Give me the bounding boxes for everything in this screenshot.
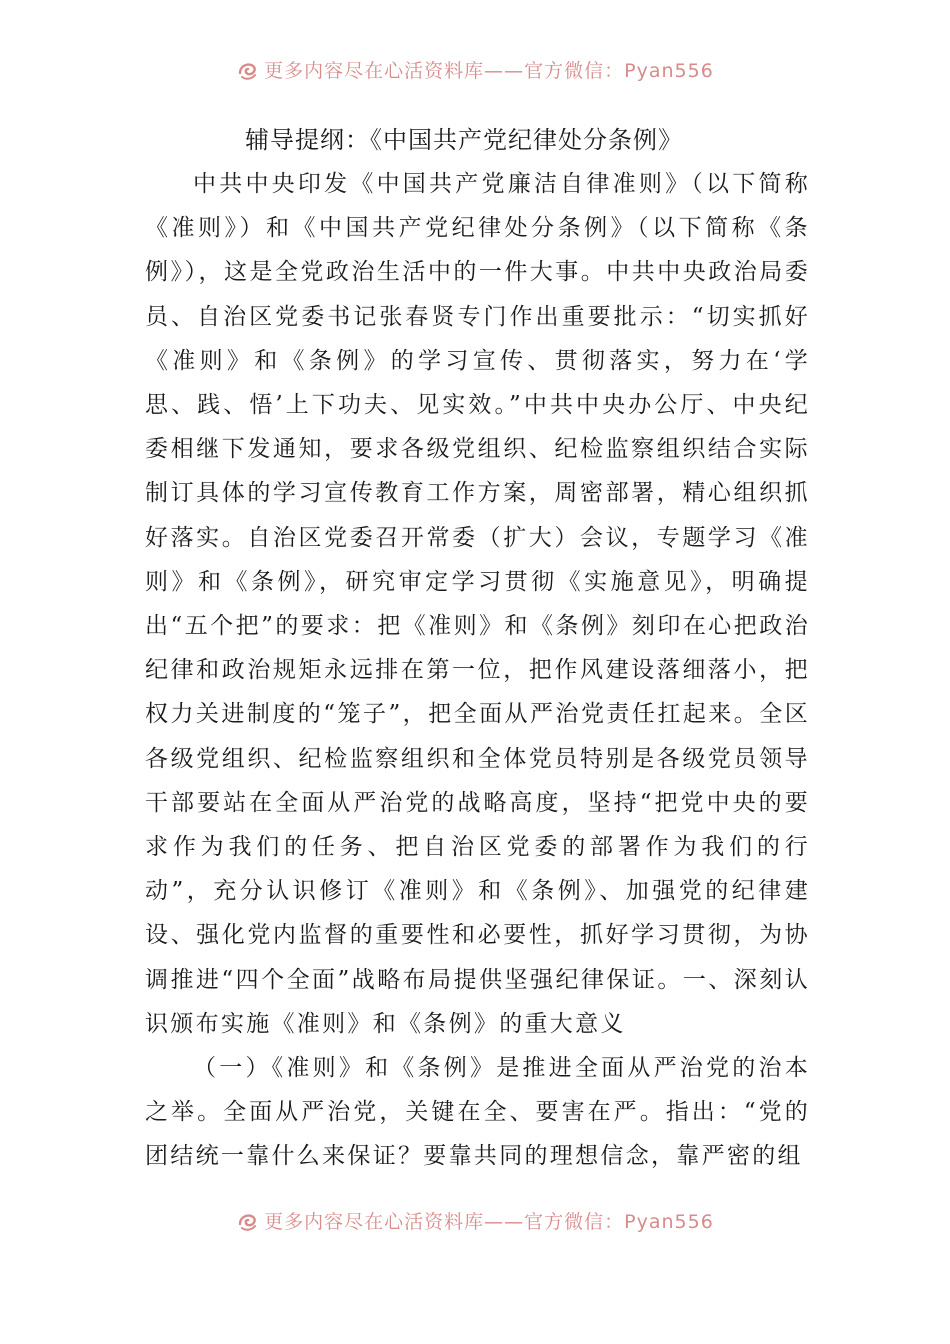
paragraph-intro: 中共中央印发《中国共产党廉洁自律准则》（以下简称《准则》）和《中国共产党纪律处分条例》（以下简称《条例》），这是全党政治生活中的一件大事。中共中央政治局委员、自治区党委书记张春贤专门作出重要批示：“切实抓好《准则》和《条例》的学习宣传、贯彻落实，努力在‘学思、践、悟’上下功夫、见实效。”中共中央办公厅、中央纪委相继下发通知，要求各级党组织、纪检监察组织结合实际制订具体的学习宣传教育工作方案，周密部署，精心组织抓好落实。自治区党委召开常委（扩大）会议，专题学习《准则》和《条例》，研究审定学习贯彻《实施意见》，明确提出“五个把”的要求：把《准则》和《条例》刻印在心把政治纪律和政治规矩永远排在第一位，把作风建设落细落小，把权力关进制度的“笼子”，把全面从严治党责任扛起来。全区各级党组织、纪检监察组织和全体党员特别是各级党员领导干部要站在全面从严治党的战略高度，坚持“把党中央的要求作为我们的任务、把自治区党委的部署作为我们的行动”，充分认识修订《准则》和《条例》、加强党的纪律建设、强化党内监督的重要性和必要性，抓好学习贯彻，为协调推进“四个全面”战略布局提供坚强纪律保证。一、深刻认识颁布实施《准则》和《条例》的重大意义 — [145, 171, 810, 1037]
watermark-text: 更多内容尽在心活资料库——官方微信：Pyan556 — [264, 60, 714, 82]
logo-swirl-icon — [236, 1210, 258, 1232]
document-body — [145, 118, 810, 1179]
logo-swirl-icon — [236, 59, 258, 81]
watermark-top — [0, 56, 950, 83]
document-title: 辅导提纲：《中国共产党纪律处分条例》 — [245, 126, 683, 154]
watermark-bottom — [0, 1207, 950, 1234]
paragraph-section-1-1: （一）《准则》和《条例》是推进全面从严治党的治本之举。全面从严治党，关键在全、要害在严。指出：“党的团结统一靠什么来保证？要靠共同的理想信念，靠严密的组 — [145, 1055, 810, 1170]
watermark-text: 更多内容尽在心活资料库——官方微信：Pyan556 — [264, 1211, 714, 1233]
